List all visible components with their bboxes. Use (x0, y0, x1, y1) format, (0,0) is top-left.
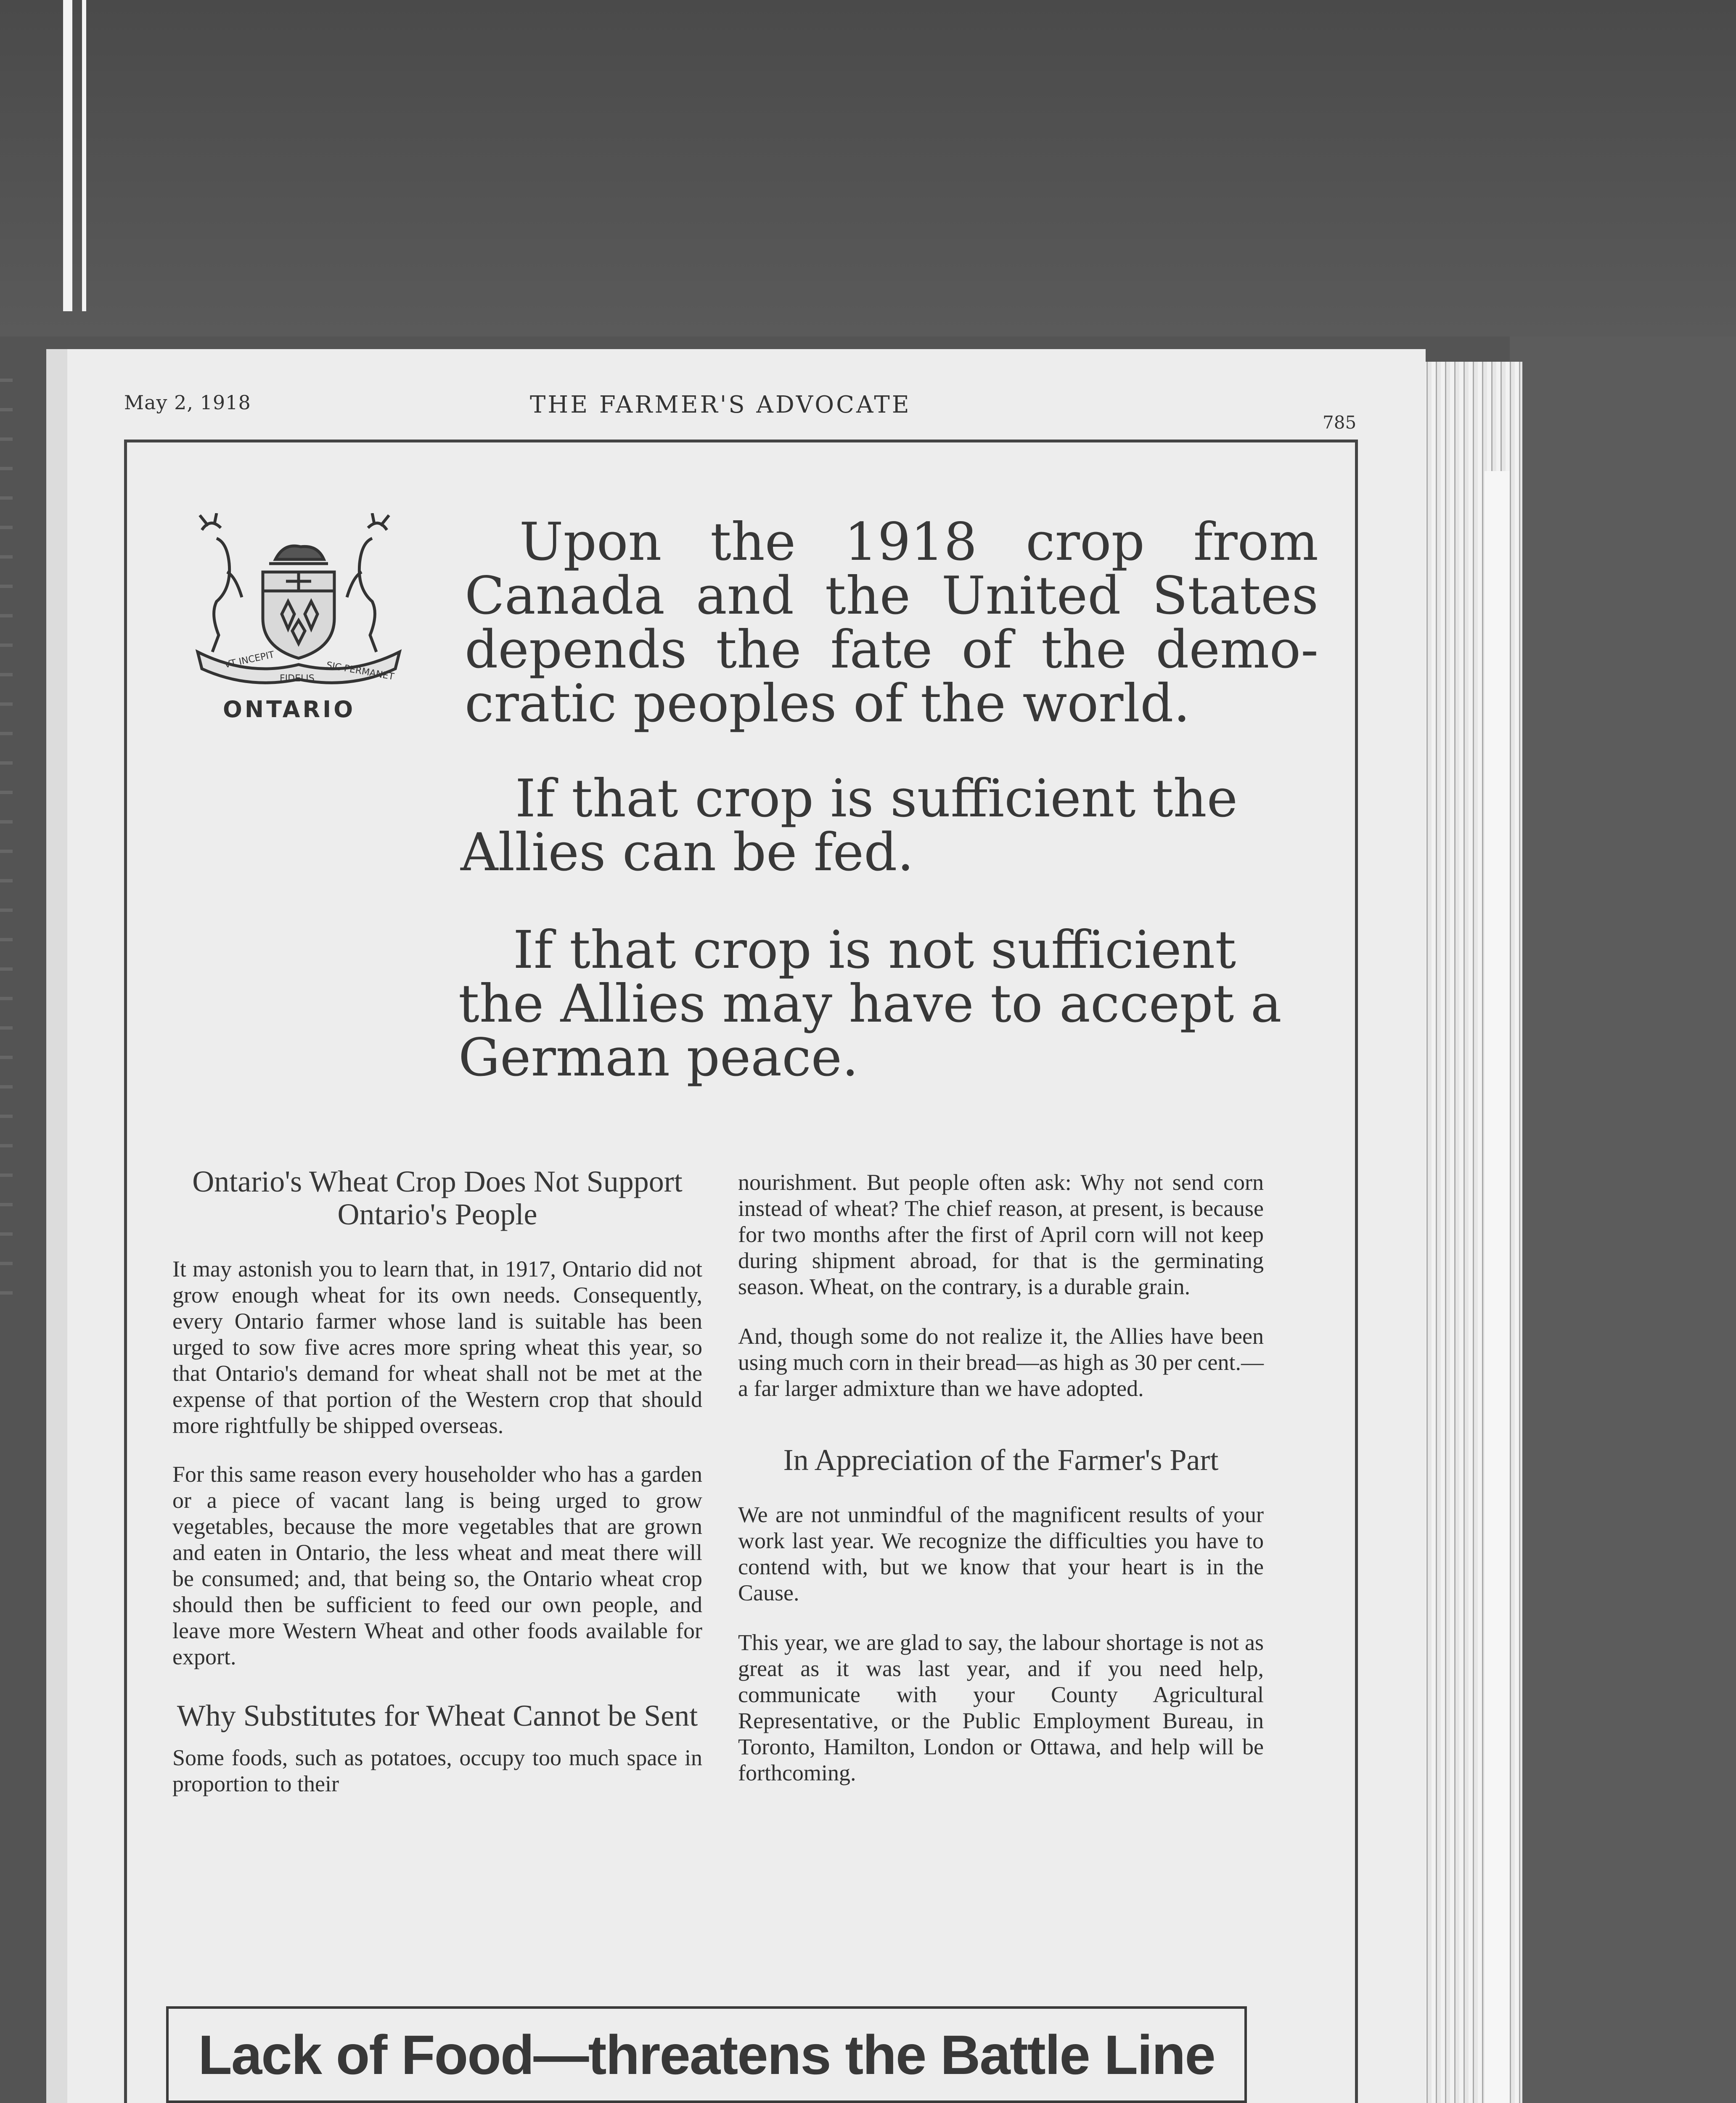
left-column (172, 1165, 702, 1797)
crest-motto-right: SIC PERMANET (325, 660, 395, 683)
headline-text: If that crop is sufficient the Allies can be fed. (460, 768, 1238, 883)
body-paragraph: For this same reason every householder who has a garden or a piece of vacant lang is being urged to grow vegetables, because the more vegetables that are grown and eaten in Ontario, the less wheat and meat there will be consumed; and, that being so, the Ontario wheat crop should then be sufficient to feed our own people, and leave more Western Wheat and other foods available for export. (172, 1462, 702, 1669)
body-paragraph: We are not unmindful of the magnificent results of your work last year. We recognize the difficulties you have to contend with, but we know that your heart is in the Cause. (738, 1502, 1264, 1605)
header-page-number: 785 (1323, 412, 1357, 433)
right-column (738, 1169, 1264, 1786)
book-page-edge-light (1485, 471, 1510, 2103)
crest-motto-left: VT INCEPIT (223, 649, 275, 670)
headline-paragraph-1 (465, 512, 1318, 734)
body-paragraph: And, though some do not realize it, the Allies have been using much corn in their bread—as high as 30 per cent.—a far larger admixture than we have adopted. (738, 1324, 1264, 1401)
body-paragraph: It may astonish you to learn that, in 1917, Ontario did not grow enough wheat for its own needs. Consequently, every Ontario farmer whose land is suitable has been urged to sow five acres more spring wheat this year, so that Ontario's demand for wheat shall not be met at the expense of that portion of the Western crop that should more rightfully be shipped overseas. (172, 1256, 702, 1438)
page-gutter (46, 349, 69, 2103)
body-paragraph: nourishment. But people often ask: Why not send corn instead of wheat? The chief reason, at present, is because for two months after the first of April corn will not keep during shipment abroad, for that is the germinating season. Wheat, on the contrary, is a durable grain. (738, 1170, 1264, 1299)
headline-paragraph-2 (460, 768, 1318, 883)
section-heading: Why Substitutes for Wheat Cannot be Sent (177, 1699, 698, 1732)
body-paragraph: Some foods, such as potatoes, occupy too much space in proportion to their (172, 1745, 702, 1796)
section-heading: In Appreciation of the Farmer's Part (783, 1443, 1219, 1477)
ontario-coat-of-arms-icon (185, 513, 412, 694)
headline-text: If that crop is not sufficient the Allies may have to accept a German peace. (458, 920, 1282, 1088)
edge-specks (0, 379, 13, 1304)
scan-background-right (1510, 336, 1736, 2103)
crest-label: ONTARIO (223, 696, 356, 723)
scanner-light-strip (63, 0, 72, 311)
headline-paragraph-3 (458, 920, 1321, 1088)
slogan-box (166, 2006, 1247, 2103)
section-heading: Ontario's Wheat Crop Does Not Support Ontario's People (192, 1165, 683, 1231)
scanner-light-strip (82, 0, 86, 311)
header-publication-title: THE FARMER'S ADVOCATE (530, 391, 911, 418)
crest-motto-center: FIDELIS (280, 673, 315, 684)
body-paragraph: This year, we are glad to say, the labour shortage is not as great as it was last year, and if you need help, communicate with your County Agricultural Representative, or the Public Employment Bureau, in Toronto, Hamilton, London or Ottawa, and help will be forthcoming. (738, 1630, 1264, 1785)
slogan-text: Lack of Food—threatens the Battle Line (198, 2024, 1215, 2086)
scan-background-top (0, 0, 1736, 336)
header-date: May 2, 1918 (124, 391, 251, 414)
headline-text: Upon the 1918 crop from Canada and the United States depends the fate of the demo- cratic peoples of the world. (465, 512, 1318, 734)
